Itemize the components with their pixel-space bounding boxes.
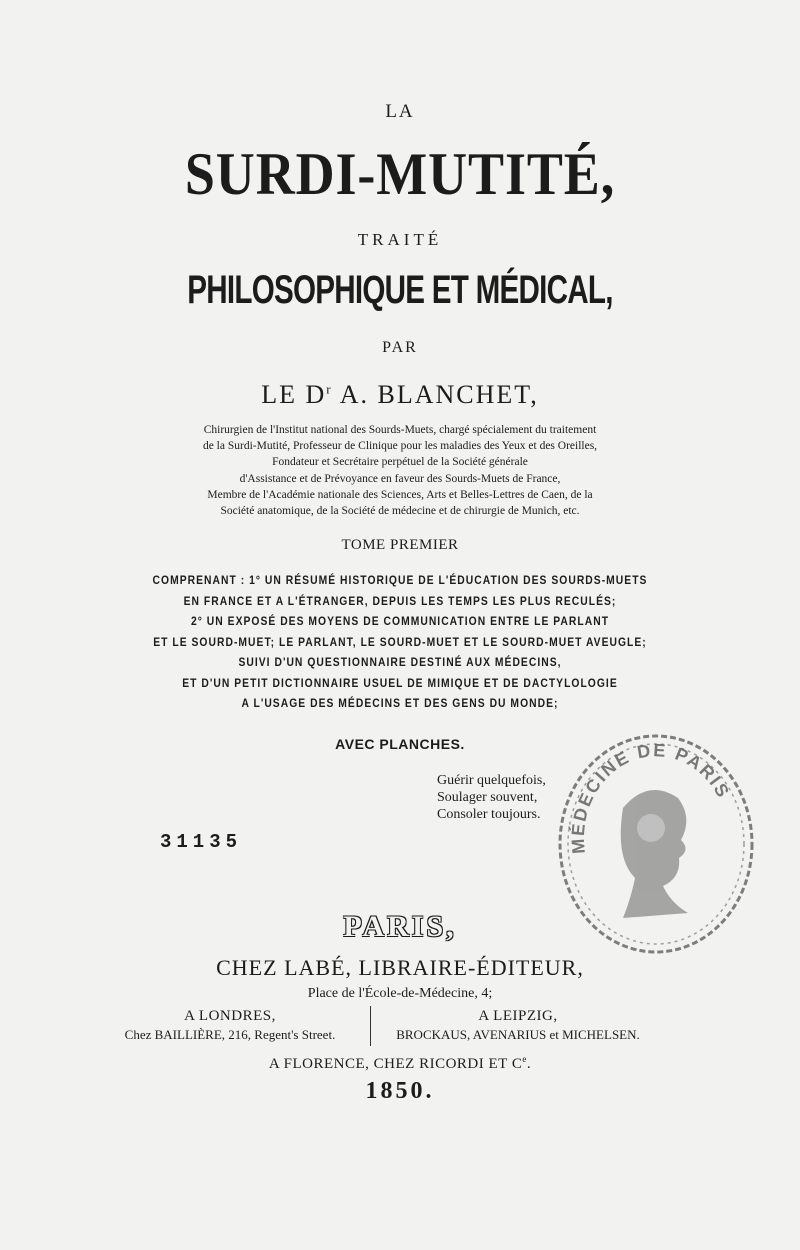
branch-leipzig <box>376 1007 660 1044</box>
branch-london <box>90 1007 370 1044</box>
catalog-number: 31135 <box>160 831 243 853</box>
branch-detail: BROCKAUS, AVENARIUS et MICHELSEN. <box>396 1027 640 1042</box>
stamp-portrait-icon <box>621 790 688 918</box>
publication-year: 1850. <box>365 1078 435 1104</box>
contents-line: ET D'UN PETIT DICTIONNAIRE USUEL DE MIMIQUE ET DE DACTYLOLOGIE <box>182 675 618 690</box>
publisher-address: Place de l'École-de-Médecine, 4; <box>307 986 493 1001</box>
stamp-text: MÉDECINE DE PARIS <box>567 740 734 855</box>
city-name: PARIS, <box>343 910 457 943</box>
author-name: A. BLANCHET, <box>339 380 539 409</box>
author-line <box>0 380 800 410</box>
author-credentials <box>0 422 800 519</box>
author-prefix: LE D <box>261 380 327 409</box>
contents-summary <box>56 570 744 714</box>
branch-detail: Chez BAILLIÈRE, 216, Regent's Street. <box>124 1027 336 1042</box>
motto-line: Consoler toujours. <box>437 807 541 822</box>
volume-label: TOME PREMIER <box>341 537 459 553</box>
author-prefix-sup: r <box>326 381 333 397</box>
genre-label: TRAITÉ <box>357 230 443 249</box>
credential-line: de la Surdi-Mutité, Professeur de Clinique pour les maladies des Yeux et des Oreilles, <box>202 440 598 453</box>
credential-line: Fondateur et Secrétaire perpétuel de la Société générale <box>272 456 528 469</box>
motto-line: Guérir quelquefois, <box>437 773 546 788</box>
publisher: CHEZ LABÉ, LIBRAIRE-ÉDITEUR, <box>216 955 584 980</box>
contents-line: ET LE SOURD-MUET; LE PARLANT, LE SOURD-MUET ET LE SOURD-MUET AVEUGLE; <box>153 634 647 649</box>
branch-city: A LONDRES, <box>184 1008 276 1024</box>
contents-line: COMPRENANT : 1° UN RÉSUMÉ HISTORIQUE DE L'ÉDUCATION DES SOURDS-MUETS <box>152 573 648 587</box>
contents-line: A L'USAGE DES MÉDECINS ET DES GENS DU MONDE; <box>241 696 559 710</box>
branch-divider <box>370 1006 371 1046</box>
credential-line: d'Assistance et de Prévoyance en faveur des Sourds-Muets de France, <box>239 472 561 485</box>
by-label: PAR <box>382 339 418 356</box>
book-subtitle: PHILOSOPHIQUE ET MÉDICAL, <box>187 268 613 312</box>
contents-line: 2° UN EXPOSÉ DES MOYENS DE COMMUNICATION ENTRE LE PARLANT <box>190 614 610 628</box>
plates-note: AVEC PLANCHES. <box>335 736 465 752</box>
credential-line: Membre de l'Académie nationale des Sciences, Arts et Belles-Lettres de Caen, de la <box>207 488 593 501</box>
credential-line: Chirurgien de l'Institut national des Sourds-Muets, chargé spécialement du traitement <box>203 424 597 436</box>
book-title: SURDI-MUTITÉ, <box>184 141 616 207</box>
motto <box>437 772 546 823</box>
florence-text: A FLORENCE, CHEZ RICORDI ET C <box>268 1056 523 1072</box>
florence-sup: e <box>522 1054 527 1064</box>
contents-line: EN FRANCE ET A L'ÉTRANGER, DEPUIS LES TEMPS LES PLUS RECULÉS; <box>183 593 617 608</box>
florence-end: . <box>526 1056 532 1072</box>
contents-line: SUIVI D'UN QUESTIONNAIRE DESTINÉ AUX MÉDECINS, <box>238 655 562 669</box>
branch-city: A LEIPZIG, <box>478 1008 558 1024</box>
credential-line: Société anatomique, de la Société de médecine et de chirurgie de Munich, etc. <box>220 505 580 518</box>
motto-line: Soulager souvent, <box>437 790 538 805</box>
branch-florence <box>0 1054 800 1073</box>
title-article: LA <box>385 101 415 122</box>
